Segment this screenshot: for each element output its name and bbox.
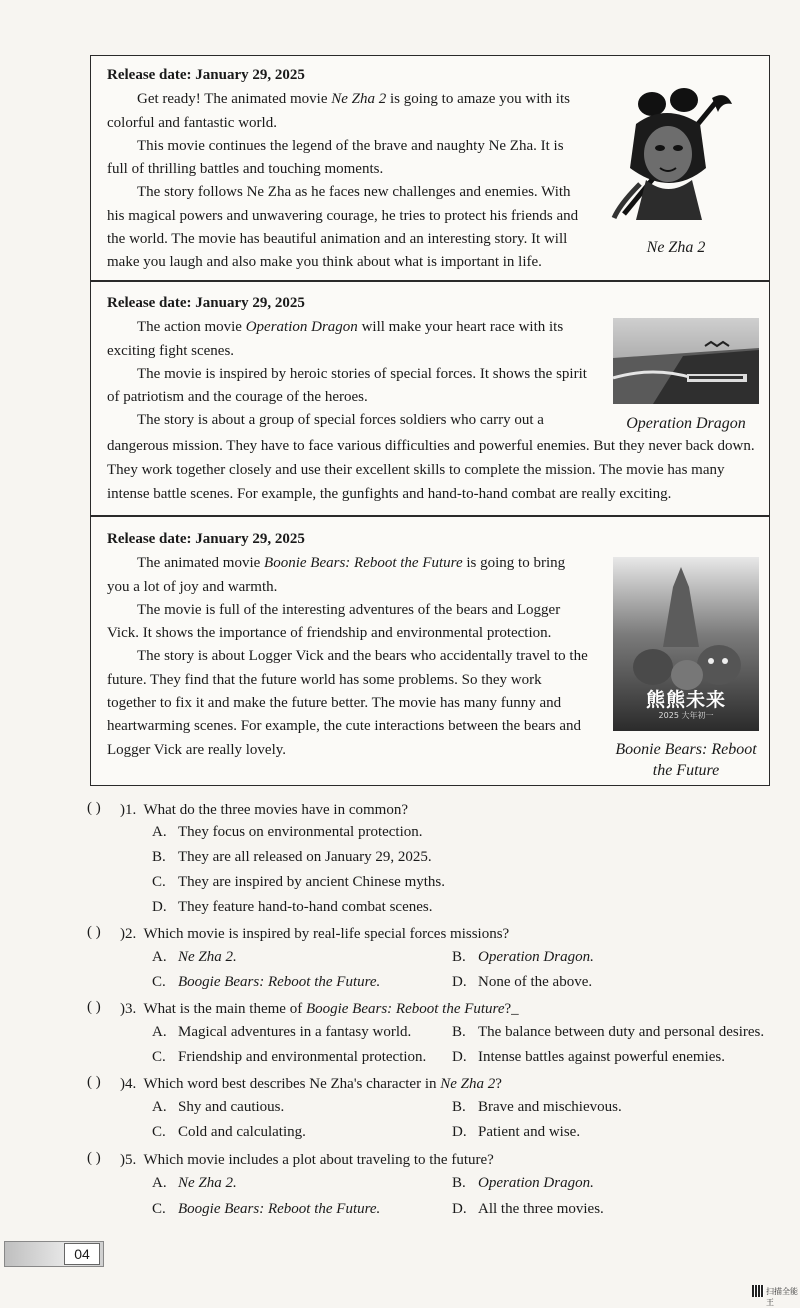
- paragraph: The movie is full of the interesting adventures of the bears and Logger Vick. It shows the importance of friendship and environmental protection.: [107, 601, 561, 642]
- paragraph: The story is about a group of special forces soldiers who carry out a: [137, 412, 544, 429]
- option[interactable]: C. Boogie Bears: Reboot the Future.: [152, 1201, 381, 1217]
- poster-title: 熊熊未来: [645, 689, 726, 711]
- page-number: 04: [64, 1243, 100, 1265]
- caption: Operation Dragon: [626, 415, 746, 432]
- paragraph: This movie continues the legend of the brave and naughty Ne Zha. It is full of thrilling battles and touching moments.: [107, 137, 564, 178]
- question-2: )2. Which movie is inspired by real-life special forces missions?: [120, 926, 510, 942]
- caption: Ne Zha 2: [646, 239, 706, 256]
- answer-blank[interactable]: ( ): [87, 1074, 101, 1090]
- caption-line: the Future: [652, 762, 720, 779]
- option[interactable]: D. Patient and wise.: [452, 1124, 581, 1140]
- option[interactable]: C. Friendship and environmental protection.: [152, 1049, 427, 1065]
- release-date: Release date: January 29, 2025: [107, 67, 305, 83]
- paragraph: The movie is inspired by heroic stories of special forces. It shows the spirit of patriotism and the courage of the heroes.: [107, 365, 587, 406]
- movie-card-ne-zha: [90, 55, 770, 281]
- option[interactable]: A. They focus on environmental protection.: [152, 824, 423, 840]
- ne-zha-illustration: [606, 84, 746, 232]
- answer-blank[interactable]: ( ): [87, 1150, 101, 1166]
- option[interactable]: D. None of the above.: [452, 974, 593, 990]
- movie-text: [107, 292, 591, 433]
- movie-text: [107, 528, 591, 762]
- paragraph: The animated movie Boonie Bears: Reboot the Future is going to bring you a lot of joy and warmth.: [107, 555, 566, 595]
- paragraph: The story follows Ne Zha as he faces new challenges and enemies. With his magical powers and unwavering courage, he tries to protect his friends and the world. The movie has beautiful animation and an interesting story. It will make you laugh and also make you think about what is important in life.: [107, 184, 579, 271]
- question-1: )1. What do the three movies have in common?: [120, 802, 408, 818]
- answer-blank[interactable]: ( ): [87, 800, 101, 816]
- option[interactable]: C. They are inspired by ancient Chinese myths.: [152, 874, 446, 890]
- paragraph: The story is about Logger Vick and the bears who accidentally travel to the future. They find that the future world has some problems. So they work together to fix it and make the future better. The movie has many funny and heartwarming scenes. For example, the cute interactions between the bears and Logger Vick are really lovely.: [107, 648, 588, 758]
- question-4: )4. Which word best describes Ne Zha's character in Ne Zha 2?: [120, 1076, 502, 1092]
- movie-card-boonie-bears: [90, 516, 770, 786]
- question-3: )3. What is the main theme of Boogie Bears: Reboot the Future?_: [120, 1001, 519, 1017]
- movie-text: [107, 64, 585, 275]
- option[interactable]: B. They are all released on January 29, 2025.: [152, 849, 432, 865]
- option[interactable]: C. Cold and calculating.: [152, 1124, 306, 1140]
- release-date: Release date: January 29, 2025: [107, 295, 305, 311]
- caption-line: Boonie Bears: Reboot: [615, 741, 757, 758]
- option[interactable]: A. Ne Zha 2.: [152, 949, 237, 965]
- option[interactable]: A. Magical adventures in a fantasy world.: [152, 1024, 412, 1040]
- option[interactable]: A. Ne Zha 2.: [152, 1175, 237, 1191]
- option[interactable]: B. Operation Dragon.: [452, 1175, 594, 1191]
- answer-blank[interactable]: ( ): [87, 999, 101, 1015]
- option[interactable]: B. Brave and mischievous.: [452, 1099, 622, 1115]
- option[interactable]: D. All the three movies.: [452, 1201, 604, 1217]
- operation-dragon-image: [613, 318, 759, 404]
- option[interactable]: D. They feature hand-to-hand combat scenes.: [152, 899, 433, 915]
- boonie-bears-poster: [613, 557, 759, 731]
- qr-code-icon: [752, 1285, 764, 1297]
- option[interactable]: D. Intense battles against powerful enemies.: [452, 1049, 726, 1065]
- option[interactable]: A. Shy and cautious.: [152, 1099, 285, 1115]
- option[interactable]: B. The balance between duty and personal desires.: [452, 1024, 765, 1040]
- release-date: Release date: January 29, 2025: [107, 531, 305, 547]
- paragraph: The action movie Operation Dragon will make your heart race with its exciting fight scenes.: [107, 319, 564, 359]
- question-5: )5. Which movie includes a plot about traveling to the future?: [120, 1152, 494, 1168]
- caption: [606, 739, 766, 781]
- movie-card-operation-dragon: [90, 281, 770, 516]
- option[interactable]: B. Operation Dragon.: [452, 949, 594, 965]
- paragraph: Get ready! The animated movie Ne Zha 2 is going to amaze you with its colorful and fantastic world.: [107, 91, 570, 131]
- option[interactable]: C. Boogie Bears: Reboot the Future.: [152, 974, 381, 990]
- scanner-watermark: 扫描全能王: [766, 1287, 798, 1307]
- paragraph-continuation: dangerous mission. They have to face various difficulties and powerful enemies. But they never back down. They work together closely and use their excellent skills to complete the mission. The movie has many intense battle scenes. For example, the gunfights and hand-to-hand combat are really exciting.: [107, 438, 755, 502]
- poster-subtitle: 2025 大年初一: [658, 711, 714, 720]
- answer-blank[interactable]: ( ): [87, 924, 101, 940]
